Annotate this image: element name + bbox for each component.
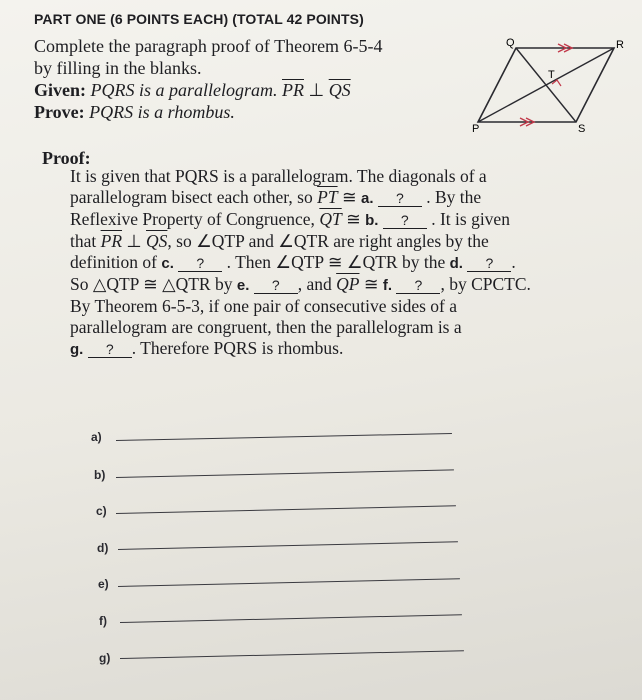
proof-line-6: [70, 274, 610, 296]
given-statement: [34, 79, 464, 101]
diagonal-qs: [516, 48, 576, 122]
blank-b: ?: [383, 213, 427, 229]
answer-label-a: a): [91, 430, 102, 444]
answer-line-d[interactable]: [118, 541, 458, 550]
instructions-line-2: by filling in the blanks.: [34, 58, 202, 78]
answer-label-b: b): [94, 468, 106, 482]
answer-line-f[interactable]: [120, 614, 462, 623]
proof-text: , so ∠QTP and ∠QTR are right angles by the: [167, 231, 489, 251]
congruent-symbol: ≅: [363, 274, 379, 294]
blank-c: ?: [178, 256, 222, 272]
blank-g: ?: [88, 342, 132, 358]
proof-paragraph: [70, 166, 610, 360]
segment-qs: $\overline{QS}$: [146, 231, 168, 251]
proof-line-9: [70, 338, 610, 360]
proof-text: . It is given: [431, 209, 510, 229]
answer-label-c: c): [96, 504, 107, 518]
given-segment-pr: $\overline{PR}$: [282, 80, 304, 100]
perpendicular-symbol: ⊥: [126, 231, 142, 251]
answer-line-c[interactable]: [116, 505, 456, 514]
proof-text: parallelogram bisect each other, so: [70, 187, 313, 207]
vertex-p: P: [472, 123, 480, 135]
proof-text: that: [70, 231, 97, 251]
blank-label-g: g.: [70, 341, 84, 358]
given-label: Given:: [34, 80, 86, 100]
answer-label-e: e): [98, 577, 109, 591]
congruent-symbol: ≅: [346, 209, 361, 229]
blank-label-f: f.: [382, 277, 393, 294]
perpendicular-symbol: ⊥: [308, 80, 325, 100]
answer-label-g: g): [99, 651, 111, 665]
proof-text: .: [511, 252, 516, 272]
blank-label-a: a.: [360, 190, 374, 207]
vertex-s: S: [578, 123, 586, 135]
proof-line-2: [70, 187, 610, 209]
proof-line-5: [70, 252, 610, 274]
blank-label-e: e.: [236, 277, 250, 294]
segment-qt: $\overline{QT}$: [319, 209, 342, 229]
proof-line-7: By Theorem 6-5-3, if one pair of consecutive sides of a: [70, 296, 457, 316]
vertex-t: T: [548, 69, 555, 81]
blank-d: ?: [467, 256, 511, 272]
proof-line-4: [70, 231, 610, 252]
blank-a: ?: [378, 191, 422, 207]
proof-line-1: It is given that PQRS is a parallelogram. The diagonals of a: [70, 166, 487, 186]
prove-text: PQRS is a rhombus.: [89, 102, 235, 122]
prove-label: Prove:: [34, 102, 85, 122]
segment-pr: $\overline{PR}$: [100, 231, 123, 251]
parallelogram-figure: [472, 36, 626, 136]
blank-label-d: d.: [449, 255, 463, 272]
segment-qp: $\overline{QP}$: [336, 274, 360, 294]
proof-text: . By the: [426, 187, 482, 207]
answer-line-e[interactable]: [118, 578, 460, 587]
blank-label-c: c.: [161, 255, 174, 272]
section-header: PART ONE (6 POINTS EACH) (TOTAL 42 POINTS): [34, 11, 364, 27]
given-segment-qs: $\overline{QS}$: [328, 80, 351, 100]
proof-text: , and: [297, 274, 332, 294]
congruent-symbol: ≅: [341, 187, 357, 207]
proof-text: So △QTP ≅ △QTR by: [70, 274, 233, 294]
blank-f: ?: [396, 278, 440, 294]
blank-e: ?: [254, 278, 298, 294]
proof-label: Proof:: [42, 148, 91, 168]
proof-text: definition of: [70, 252, 157, 272]
segment-pt: $\overline{PT}$: [317, 187, 338, 207]
instructions-line-1: Complete the paragraph proof of Theorem 6-5-4: [34, 36, 383, 56]
answer-line-b[interactable]: [116, 469, 454, 478]
prove-statement: [34, 101, 464, 123]
proof-text: , by CPCTC.: [440, 274, 531, 294]
given-text: PQRS is a parallelogram.: [90, 80, 278, 100]
proof-line-8: parallelogram are congruent, then the parallelogram is a: [70, 317, 462, 337]
answer-label-d: d): [97, 541, 109, 555]
proof-text: . Then ∠QTP ≅ ∠QTR by the: [226, 252, 446, 272]
problem-statement: [34, 35, 464, 123]
vertex-q: Q: [506, 37, 515, 49]
proof-text: Reflexive Property of Congruence,: [70, 209, 315, 229]
answer-line-a[interactable]: [116, 433, 452, 441]
blank-label-b: b.: [365, 212, 379, 229]
answer-line-g[interactable]: [120, 650, 464, 659]
vertex-r: R: [616, 39, 624, 51]
proof-line-3: [70, 209, 610, 231]
proof-text: . Therefore PQRS is rhombus.: [131, 338, 344, 358]
answer-label-f: f): [99, 614, 107, 628]
